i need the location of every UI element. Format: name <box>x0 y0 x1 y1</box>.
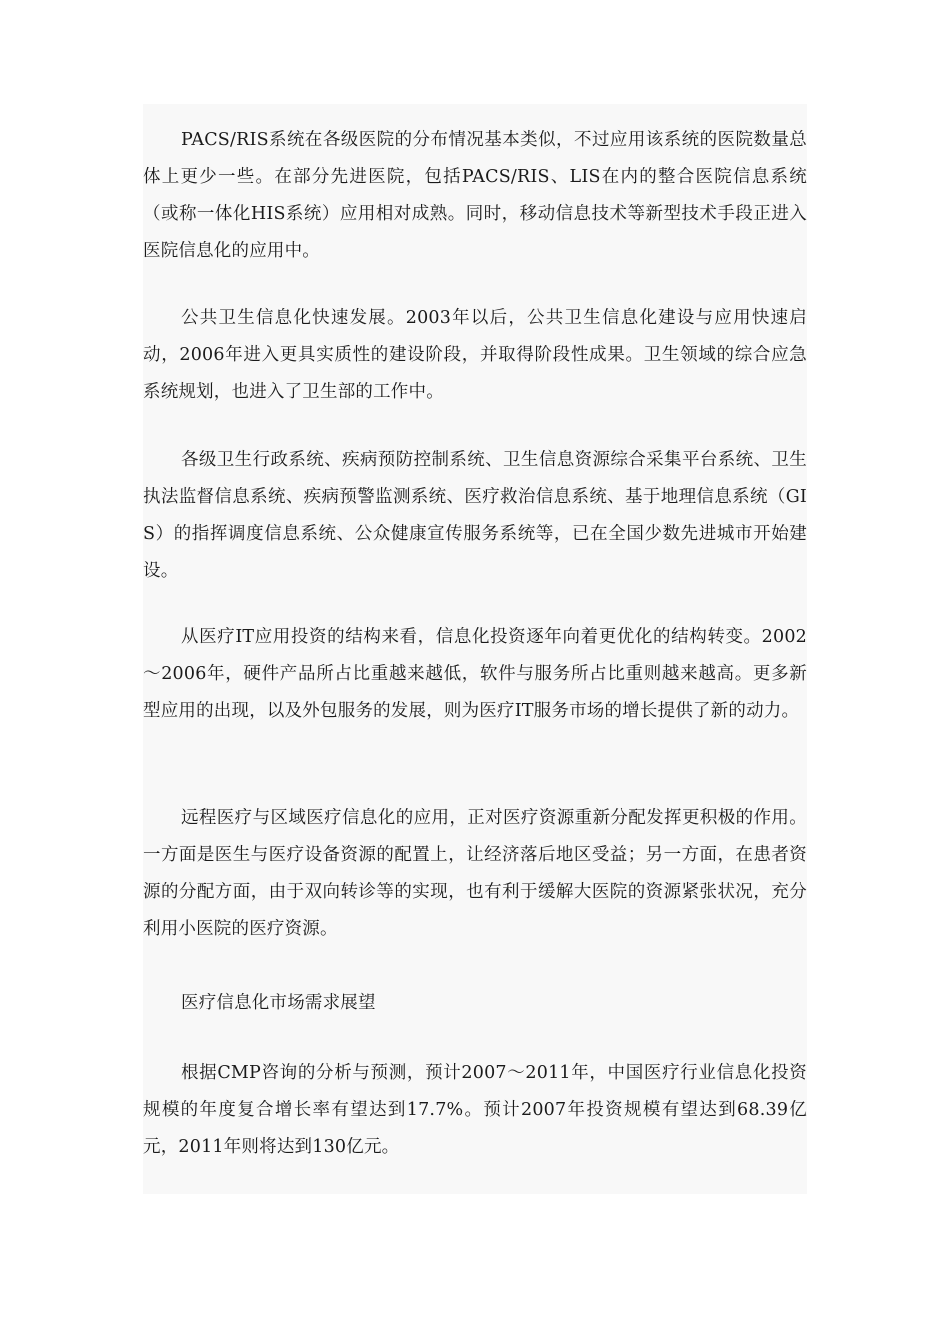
paragraph-remote-medical: 远程医疗与区域医疗信息化的应用，正对医疗资源重新分配发挥更积极的作用。一方面是医生与医疗设备资源的配置上，让经济落后地区受益；另一方面，在患者资源的分配方面，由于双向转诊等的实现，也有利于缓解大医院的资源紧张状况，充分利用小医院的医疗资源。 <box>143 808 807 939</box>
paragraph-it-investment: 从医疗IT应用投资的结构来看，信息化投资逐年向着更优化的结构转变。2002～2006年，硬件产品所占比重越来越低，软件与服务所占比重则越来越高。更多新型应用的出现，以及外包服务的发展，则为医疗IT服务市场的增长提供了新的动力。 <box>143 627 807 721</box>
paragraph-pacs-ris: PACS/RIS系统在各级医院的分布情况基本类似，不过应用该系统的医院数量总体上更少一些。在部分先进医院，包括PACS/RIS、LIS在内的整合医院信息系统（或称一体化HIS系统）应用相对成熟。同时，移动信息技术等新型技术手段正进入医院信息化的应用中。 <box>143 130 807 261</box>
paragraph-public-health: 公共卫生信息化快速发展。2003年以后，公共卫生信息化建设与应用快速启动，2006年进入更具实质性的建设阶段，并取得阶段性成果。卫生领域的综合应急系统规划，也进入了卫生部的工作中。 <box>143 308 807 402</box>
paragraph-market-forecast: 根据CMP咨询的分析与预测，预计2007～2011年，中国医疗行业信息化投资规模的年度复合增长率有望达到17.7%。预计2007年投资规模有望达到68.39亿元，2011年则将达到130亿元。 <box>143 1063 807 1157</box>
section-heading: 医疗信息化市场需求展望 <box>181 993 376 1013</box>
text-block <box>143 104 807 1194</box>
paragraph-health-systems: 各级卫生行政系统、疾病预防控制系统、卫生信息资源综合采集平台系统、卫生执法监督信息系统、疾病预警监测系统、医疗救治信息系统、基于地理信息系统（GIS）的指挥调度信息系统、公众健康宣传服务系统等，已在全国少数先进城市开始建设。 <box>143 450 807 581</box>
